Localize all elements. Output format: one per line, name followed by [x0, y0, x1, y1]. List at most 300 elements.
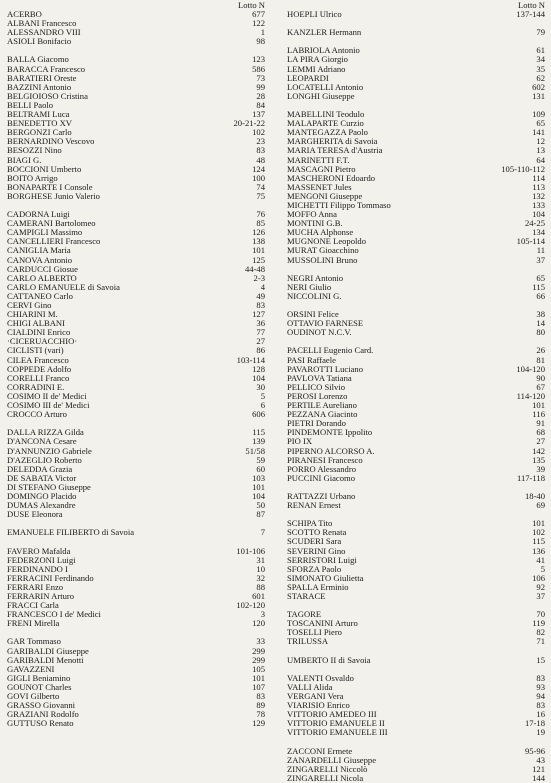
lot-number-header: Lotto N [518, 0, 545, 10]
entry-lot-number: 93 [536, 681, 545, 692]
entry-lot-number: 5 [540, 563, 545, 574]
entry-name: VERGANI Vera [287, 691, 344, 702]
entry-lot-number: 13 [536, 145, 545, 156]
entry-lot-number: 70 [536, 609, 545, 620]
entry-lot-number: 101 [532, 518, 545, 529]
entry-name: COSIMO III de' Medici [7, 400, 90, 411]
entry-lot-number: 105 [252, 663, 265, 674]
entry-name: GRASSO Giovanni [7, 700, 76, 711]
entry-name: DUMAS Alexandre [7, 500, 76, 511]
entry-name: MICHETTI Filippo Tommaso [287, 199, 391, 210]
entry-name: ·CICERUACCHIO· [7, 336, 78, 347]
entry-lot-number: 7 [260, 527, 265, 538]
entry-name: MANTEGAZZA Paolo [287, 127, 368, 138]
entry-lot-number: 122 [252, 18, 265, 29]
entry-name: RATTAZZI Urbano [287, 490, 356, 501]
entry-lot-number: 137 [252, 109, 265, 120]
entry-lot-number: 67 [536, 381, 545, 392]
entry-lot-number: 17-18 [524, 718, 545, 729]
entry-name: ZACCONI Ermete [287, 745, 353, 756]
entry-lot-number: 44-48 [244, 263, 265, 274]
lot-number-header: Lotto N [238, 0, 265, 10]
entry-name: RENAN Ernest [287, 500, 341, 511]
entry-name: CARLO ALBERTO [7, 272, 77, 283]
entry-lot-number: 103 [252, 472, 265, 483]
entry-name: FRACCI Carla [7, 600, 59, 611]
entry-name: LONGHI Giuseppe [287, 90, 355, 101]
entry-name: BELLI Paolo [7, 99, 54, 110]
index-entry [287, 592, 545, 601]
entry-name: PELLICO Silvio [287, 381, 346, 392]
entry-lot-number: 102-120 [236, 600, 265, 611]
entry-lot-number: 127 [252, 309, 265, 320]
entry-lot-number: 89 [256, 700, 265, 711]
entry-lot-number: 33 [256, 636, 265, 647]
entry-name: BENEDETTO XV [7, 118, 73, 129]
entry-lot-number: 133 [532, 199, 545, 210]
entry-name: SIMONATO Giulietta [287, 572, 364, 583]
entry-name: DOMINGO Placido [7, 490, 77, 501]
entry-name: PEZZANA Giacinto [287, 409, 358, 420]
entry-name: CANIGLIA Maria [7, 245, 71, 256]
entry-name: STARACE [287, 591, 326, 601]
entry-lot-number: 121 [532, 763, 545, 774]
entry-name: PIPERNO ALCORSO A. [287, 445, 375, 456]
entry-lot-number: 92 [536, 581, 545, 592]
index-entry [287, 501, 545, 510]
entry-name: TOSELLI Piero [287, 627, 342, 638]
entry-name: GAR Tommaso [7, 636, 61, 647]
entry-name: BONAPARTE I Console [7, 181, 93, 192]
entry-lot-number: 20-21-22 [233, 118, 265, 129]
entry-lot-number: 69 [536, 500, 545, 511]
entry-lot-number: 124 [252, 163, 265, 174]
entry-lot-number: 137-144 [516, 9, 545, 19]
entry-name: OTTAVIO FARNESE [287, 318, 364, 329]
index-entry [287, 10, 545, 19]
entry-lot-number: 83 [536, 700, 545, 711]
entry-name: BOCCIONI Umberto [7, 163, 82, 174]
entry-lot-number: 24-25 [524, 218, 545, 229]
entry-name: BERNARDINO Vescovo [7, 136, 95, 147]
entry-lot-number: 586 [252, 63, 265, 74]
entry-name: LOCATELLI Antonio [287, 81, 364, 92]
entry-lot-number: 102 [532, 527, 545, 538]
entry-lot-number: 65 [536, 118, 545, 129]
entry-lot-number: 113 [532, 181, 545, 192]
entry-name: CAMPIGLI Massimo [7, 227, 83, 238]
entry-name: GRAZIANI Rodolfo [7, 709, 79, 720]
entry-lot-number: 82 [536, 627, 545, 638]
entry-name: PORRO Alessandro [287, 463, 356, 474]
entry-lot-number: 100 [252, 172, 265, 183]
entry-lot-number: 73 [256, 72, 265, 83]
entry-lot-number: 138 [252, 236, 265, 247]
entry-lot-number: 59 [256, 454, 265, 465]
entry-name: GARIBALDI Menotti [7, 654, 84, 665]
entry-name: GIGLI Beniamino [7, 672, 71, 683]
entry-lot-number: 75 [256, 190, 265, 201]
entry-lot-number: 36 [256, 318, 265, 329]
entry-name: D'AZEGLIO Roberto [7, 454, 82, 465]
entry-name: FERRARI Enzo [7, 581, 64, 592]
entry-lot-number: 101 [532, 400, 545, 411]
entry-name: SPALLA Erminio [287, 581, 349, 592]
entry-lot-number: 51/58 [245, 445, 265, 456]
entry-lot-number: 11 [536, 245, 545, 256]
entry-name: PIO IX [287, 436, 313, 447]
entry-lot-number: 38 [536, 309, 545, 320]
index-column-right [287, 0, 545, 783]
entry-lot-number: 144 [532, 772, 545, 783]
entry-name: CORELLI Franco [7, 372, 70, 383]
entry-lot-number: 116 [532, 409, 545, 420]
entry-lot-number: 61 [536, 45, 545, 56]
index-column-left [7, 0, 265, 728]
entry-lot-number: 142 [532, 445, 545, 456]
entry-name: ZINGARELLI Nicola [287, 772, 364, 783]
entry-name: PAVLOVA Tatiana [287, 372, 352, 383]
index-entry [7, 192, 265, 201]
entry-name: SEVERINI Gino [287, 545, 346, 556]
entry-name: LEOPARDI [287, 72, 329, 83]
entry-lot-number: 10 [256, 563, 265, 574]
entry-name: CORRADINI E. [7, 381, 65, 392]
index-entry [7, 619, 265, 628]
entry-name: MALAPARTE Curzio [287, 118, 364, 129]
entry-name: MOFFO Anna [287, 209, 337, 220]
entry-lot-number: 104 [252, 490, 265, 501]
entry-name: SFORZA Paolo [287, 563, 342, 574]
entry-name: UMBERTO II di Savoia [287, 654, 371, 665]
entry-name: MARGHERITA di Savoia [287, 136, 378, 147]
index-entry [287, 774, 545, 783]
entry-name: FRANCESCO I de' Medici [7, 609, 101, 620]
entry-lot-number: 43 [536, 754, 545, 765]
entry-lot-number: 68 [536, 427, 545, 438]
entry-name: DE SABATA Victor [7, 472, 77, 483]
entry-lot-number: 104 [532, 209, 545, 220]
entry-lot-number: 105-114 [516, 236, 545, 247]
entry-lot-number: 606 [252, 409, 265, 420]
index-entry [7, 719, 265, 728]
entry-name: CROCCO Arturo [7, 409, 67, 420]
entry-name: PACELLI Eugenio Card. [287, 345, 374, 356]
entry-name: LABRIOLA Antonio [287, 45, 360, 56]
entry-name: MUGNONE Leopoldo [287, 236, 367, 247]
entry-lot-number: 101 [252, 672, 265, 683]
index-entry [7, 410, 265, 419]
entry-name: ACERBO [7, 9, 42, 19]
entry-name: CICLISTI (vari) [7, 345, 64, 356]
entry-name: ALBANI Francesco [7, 18, 77, 29]
index-entry [287, 637, 545, 646]
entry-name: KANZLER Hermann [287, 27, 362, 38]
entry-lot-number: 115 [252, 427, 265, 438]
entry-name: FAVERO Mafalda [7, 545, 71, 556]
entry-lot-number: 60 [256, 463, 265, 474]
entry-name: MONTINI G.B. [287, 218, 343, 229]
entry-lot-number: 1 [260, 27, 265, 38]
entry-lot-number: 117-118 [516, 472, 545, 483]
entry-name: VITTORIO AMEDEO III [287, 709, 377, 720]
entry-lot-number: 120 [252, 618, 265, 629]
entry-name: BORGHESE Junio Valerio [7, 190, 100, 201]
entry-name: PERTILE Aureliano [287, 400, 357, 411]
entry-lot-number: 115 [532, 281, 545, 292]
entry-list [287, 10, 545, 783]
entry-lot-number: 6 [260, 400, 265, 411]
entry-name: SCOTTO Renata [287, 527, 347, 538]
entry-lot-number: 128 [252, 363, 265, 374]
entry-name: D'ANNUNZIO Gabriele [7, 445, 92, 456]
index-entry [287, 428, 545, 437]
entry-lot-number: 14 [536, 318, 545, 329]
entry-lot-number: 125 [252, 254, 265, 265]
entry-lot-number: 77 [256, 327, 265, 338]
entry-name: DALLA RIZZA Gilda [7, 427, 84, 438]
entry-name: PINDEMONTE Ippolito [287, 427, 373, 438]
entry-lot-number: 98 [256, 36, 265, 47]
entry-name: MARINETTI F.T. [287, 154, 350, 165]
entry-name: VITTORIO EMANUELE III [287, 727, 388, 738]
entry-lot-number: 12 [536, 136, 545, 147]
entry-lot-number: 64 [536, 154, 545, 165]
entry-lot-number: 103-114 [236, 354, 265, 365]
entry-lot-number: 66 [536, 290, 545, 301]
entry-lot-number: 114 [532, 172, 545, 183]
entry-lot-number: 49 [256, 290, 265, 301]
entry-name: TAGORE [287, 609, 322, 620]
entry-lot-number: 48 [256, 154, 265, 165]
entry-lot-number: 19 [536, 727, 545, 738]
entry-name: BAZZINI Antonio [7, 81, 72, 92]
entry-name: PIETRI Dorando [287, 418, 346, 429]
entry-lot-number: 3 [260, 609, 265, 620]
entry-lot-number: 32 [256, 572, 265, 583]
entry-lot-number: 30 [256, 381, 265, 392]
entry-lot-number: 99 [256, 81, 265, 92]
entry-lot-number: 139 [252, 436, 265, 447]
entry-lot-number: 129 [252, 718, 265, 729]
entry-lot-number: 76 [256, 209, 265, 220]
entry-lot-number: 91 [536, 418, 545, 429]
entry-name: NICCOLINI G. [287, 290, 342, 301]
entry-lot-number: 83 [256, 145, 265, 156]
entry-name: MUSSOLINI Bruno [287, 254, 358, 265]
entry-name: DUSE Eleonora [7, 509, 63, 520]
entry-name: SCUDERI Sara [287, 536, 342, 547]
entry-name: CARDUCCI Giosue [7, 263, 78, 274]
entry-name: GARIBALDI Giuseppe [7, 645, 89, 656]
entry-name: PUCCINI Giacomo [287, 472, 356, 483]
entry-lot-number: 602 [532, 81, 545, 92]
entry-name: CERVI Gino [7, 300, 52, 310]
entry-name: LA PIRA Giorgio [287, 54, 348, 65]
entry-lot-number: 101-106 [236, 545, 265, 556]
entry-name: MARIA TERESA d'Austria [287, 145, 383, 156]
entry-name: SERRISTORI Luigi [287, 554, 357, 565]
entry-name: PIRANESI Francesco [287, 454, 363, 465]
entry-lot-number: 78 [256, 709, 265, 720]
entry-lot-number: 2-3 [253, 272, 265, 283]
entry-name: VITTORIO EMANUELE II [287, 718, 385, 729]
entry-name: HOEPLI Ulrico [287, 9, 342, 19]
index-entry [287, 656, 545, 665]
entry-lot-number: 62 [536, 72, 545, 83]
entry-name: MABELLINI Teodulo [287, 109, 365, 120]
entry-name: ZANARDELLI Giuseppe [287, 754, 377, 765]
entry-name: VALLI Alida [287, 681, 333, 692]
entry-lot-number: 5 [260, 390, 265, 401]
entry-name: DI STEFANO Giuseppe [7, 481, 91, 492]
entry-name: OUDINOT N.C.V. [287, 327, 352, 338]
entry-lot-number: 74 [256, 181, 265, 192]
entry-name: SCHIPA Tito [287, 518, 333, 529]
entry-lot-number: 136 [532, 545, 545, 556]
entry-lot-number: 80 [536, 327, 545, 338]
entry-name: GUTTUSO Renato [7, 718, 74, 729]
entry-name: MENGONI Giuseppe [287, 190, 363, 201]
index-entry [287, 92, 545, 101]
entry-name: ALESSANDRO VIII [7, 27, 81, 38]
entry-lot-number: 141 [532, 127, 545, 138]
entry-name: BARACCA Francesco [7, 63, 86, 74]
entry-name: COPPEDE Adolfo [7, 363, 72, 374]
entry-lot-number: 101 [252, 245, 265, 256]
entry-lot-number: 37 [536, 591, 545, 601]
entry-name: VIARISIO Enrico [287, 700, 350, 711]
section-gap [287, 601, 545, 610]
entry-name: GOUNOT Charles [7, 681, 72, 692]
entry-name: FERRARIN Arturo [7, 591, 75, 601]
index-entry [7, 510, 265, 519]
entry-name: CARLO EMANUELE di Savoia [7, 281, 120, 292]
entry-lot-number: 101 [252, 481, 265, 492]
entry-lot-number: 16 [536, 709, 545, 720]
entry-lot-number: 41 [536, 554, 545, 565]
entry-name: EMANUELE FILIBERTO di Savoia [7, 527, 135, 538]
entry-name: MASCAGNI Pietro [287, 163, 356, 174]
entry-lot-number: 114-120 [516, 390, 545, 401]
index-entry [7, 528, 265, 537]
entry-name: FERDINANDO I [7, 563, 68, 574]
entry-lot-number: 39 [536, 463, 545, 474]
entry-lot-number: 299 [252, 645, 265, 656]
entry-lot-number: 135 [532, 454, 545, 465]
entry-lot-number: 677 [252, 9, 265, 19]
index-entry [287, 728, 545, 737]
entry-name: PAVAROTTI Luciano [287, 363, 363, 374]
entry-lot-number: 132 [532, 190, 545, 201]
entry-lot-number: 123 [252, 54, 265, 65]
entry-name: BELGIOIOSO Cristina [7, 90, 88, 101]
entry-name: CAMERANI Bartolomeo [7, 218, 96, 229]
entry-name: CILEA Francesco [7, 354, 69, 365]
entry-lot-number: 134 [532, 227, 545, 238]
index-entry [287, 256, 545, 265]
entry-name: VALENTI Osvaldo [287, 672, 354, 683]
entry-lot-number: 119 [532, 618, 545, 629]
entry-name: CHIARINI M. [7, 309, 58, 320]
entry-lot-number: 105-110-112 [501, 163, 545, 174]
entry-lot-number: 107 [252, 681, 265, 692]
entry-name: CIALDINI Enrico [7, 327, 71, 338]
entry-name: CHIGI ALBANI [7, 318, 66, 329]
index-entry [287, 328, 545, 337]
entry-name: LEMMI Adriano [287, 63, 346, 74]
entry-lot-number: 81 [536, 354, 545, 365]
entry-lot-number: 4 [260, 281, 265, 292]
entry-name: GAVAZZENI [7, 663, 55, 674]
index-entry [287, 292, 545, 301]
entry-lot-number: 94 [536, 691, 545, 702]
entry-lot-number: 34 [536, 54, 545, 65]
entry-lot-number: 84 [256, 99, 265, 110]
entry-name: TRILUSSA [287, 636, 329, 647]
entry-lot-number: 50 [256, 500, 265, 511]
entry-lot-number: 28 [256, 90, 265, 101]
entry-lot-number: 90 [536, 372, 545, 383]
entry-name: D'ANCONA Cesare [7, 436, 77, 447]
entry-lot-number: 31 [256, 554, 265, 565]
entry-name: DELEDDA Grazia [7, 463, 73, 474]
entry-lot-number: 65 [536, 272, 545, 283]
entry-name: CANOVA Antonio [7, 254, 73, 265]
entry-name: BALLA Giacomo [7, 54, 69, 65]
entry-lot-number: 95-96 [524, 745, 545, 756]
entry-name: MASSENET Jules [287, 181, 352, 192]
entry-name: ZINGARELLI Niccolò [287, 763, 368, 774]
entry-lot-number: 15 [536, 654, 545, 665]
entry-name: ASIOLI Bonifacio [7, 36, 72, 47]
entry-lot-number: 79 [536, 27, 545, 38]
entry-lot-number: 115 [532, 536, 545, 547]
entry-name: NEGRI Antonio [287, 272, 344, 283]
entry-lot-number: 131 [532, 90, 545, 101]
entry-name: ORSINI Felice [287, 309, 339, 320]
entry-name: TOSCANINI Arturo [287, 618, 358, 629]
entry-lot-number: 83 [256, 300, 265, 310]
entry-lot-number: 37 [536, 254, 545, 265]
entry-lot-number: 104-120 [516, 363, 545, 374]
entry-name: MUCHA Alphonse [287, 227, 354, 238]
entry-lot-number: 109 [532, 109, 545, 120]
entry-lot-number: 27 [256, 336, 265, 347]
entry-lot-number: 87 [256, 509, 265, 520]
entry-lot-number: 126 [252, 227, 265, 238]
entry-name: CANCELLIERI Francesco [7, 236, 101, 247]
entry-name: COSIMO II de' Medici [7, 390, 87, 401]
entry-lot-number: 299 [252, 654, 265, 665]
entry-name: GOVI Gilberto [7, 691, 60, 702]
index-entry [287, 474, 545, 483]
entry-lot-number: 23 [256, 136, 265, 147]
entry-name: BELTRAMI Luca [7, 109, 70, 120]
entry-name: NERI Giulio [287, 281, 332, 292]
entry-name: CATTANEO Carlo [7, 290, 73, 301]
entry-name: PASI Raffaele [287, 354, 336, 365]
index-entry [287, 28, 545, 37]
entry-name: MASCHERONI Edoardo [287, 172, 376, 183]
entry-lot-number: 85 [256, 218, 265, 229]
entry-name: FRENI Mirella [7, 618, 60, 629]
entry-lot-number: 102 [252, 127, 265, 138]
index-entry [7, 146, 265, 155]
entry-name: BARATIERI Oreste [7, 72, 77, 83]
entry-name: MURAT Gioacchino [287, 245, 359, 256]
entry-name: BOITO Arrigo [7, 172, 58, 183]
